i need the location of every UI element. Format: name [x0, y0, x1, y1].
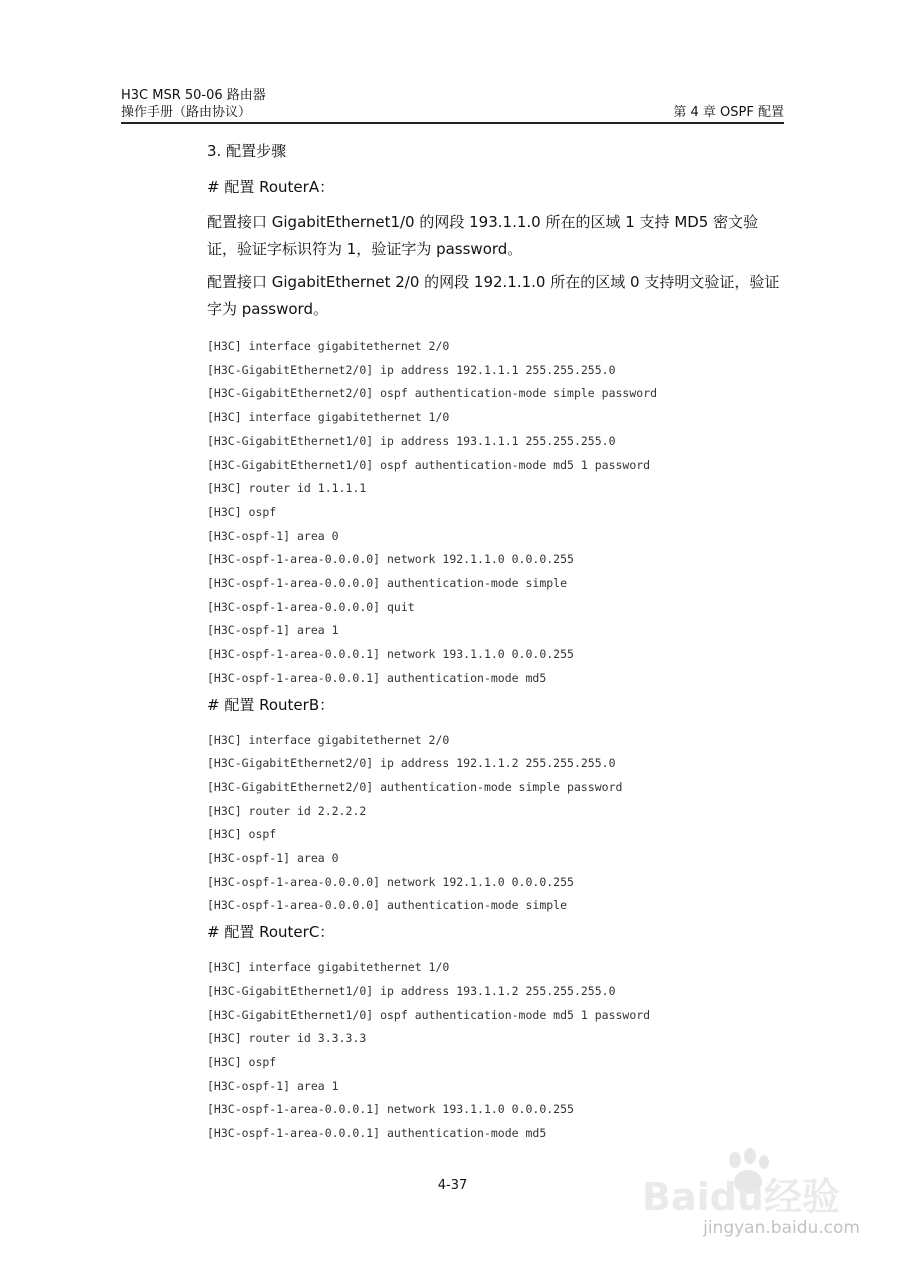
- header-chapter: 第 4 章 OSPF 配置: [673, 105, 784, 120]
- code-line: [H3C-ospf-1-area-0.0.0.0] quit: [207, 599, 415, 614]
- code-line: [H3C] interface gigabitethernet 1/0: [207, 960, 450, 975]
- code-line: [H3C-GigabitEthernet1/0] ip address 193.1.1.2 255.255.255.0: [207, 983, 616, 998]
- code-line: [H3C-GigabitEthernet2/0] authentication-mode simple password: [207, 779, 623, 794]
- code-line: [H3C-ospf-1-area-0.0.0.0] authentication-mode simple: [207, 898, 568, 913]
- code-line: [H3C-ospf-1-area-0.0.0.1] network 193.1.1.0 0.0.0.255: [207, 1102, 574, 1117]
- page-body: [207, 141, 787, 1150]
- step-routerC-label: # 配置 RouterC：: [207, 923, 335, 942]
- code-line: [H3C] router id 1.1.1.1: [207, 481, 367, 496]
- code-block-routerA: [207, 335, 787, 691]
- routerA-paragraph-1: 配置接口 GigabitEthernet1/0 的网段 193.1.1.0 所在的区域 1 支持 MD5 密文验证，验证字标识符为 1，验证字为 password。: [207, 213, 759, 258]
- code-line: [H3C-ospf-1] area 1: [207, 623, 339, 638]
- code-line: [H3C] router id 3.3.3.3: [207, 1031, 367, 1046]
- running-header-left: [121, 87, 266, 121]
- code-line: [H3C-ospf-1-area-0.0.0.1] authentication-mode md5: [207, 1126, 547, 1141]
- code-block-routerC: [207, 956, 787, 1146]
- code-line: [H3C] ospf: [207, 827, 277, 842]
- code-line: [H3C] interface gigabitethernet 2/0: [207, 339, 450, 353]
- code-line: [H3C] interface gigabitethernet 2/0: [207, 732, 450, 747]
- routerA-paragraph-2: 配置接口 GigabitEthernet 2/0 的网段 192.1.1.0 所在的区域 0 支持明文验证，验证字为 password。: [207, 273, 780, 318]
- watermark-url: jingyan.baidu.com: [703, 1218, 860, 1238]
- section-title: 3. 配置步骤: [207, 142, 287, 160]
- watermark-logo-text: Baidu经验: [642, 1175, 840, 1219]
- code-line: [H3C] ospf: [207, 1054, 277, 1069]
- code-line: [H3C-GigabitEthernet2/0] ip address 192.1.1.2 255.255.255.0: [207, 756, 616, 771]
- code-line: [H3C-GigabitEthernet1/0] ip address 193.1.1.1 255.255.255.0: [207, 433, 616, 448]
- code-line: [H3C-ospf-1] area 0: [207, 528, 339, 543]
- code-line: [H3C-ospf-1-area-0.0.0.0] network 192.1.1.0 0.0.0.255: [207, 552, 574, 567]
- code-line: [H3C-GigabitEthernet1/0] ospf authentication-mode md5 1 password: [207, 457, 651, 472]
- code-line: [H3C-GigabitEthernet1/0] ospf authentication-mode md5 1 password: [207, 1007, 651, 1022]
- step-routerB-label: # 配置 RouterB：: [207, 695, 335, 714]
- code-line: [H3C-GigabitEthernet2/0] ospf authentication-mode simple password: [207, 386, 658, 401]
- header-rule: [121, 122, 784, 124]
- code-line: [H3C-ospf-1] area 0: [207, 851, 339, 866]
- step-routerA-label: # 配置 RouterA：: [207, 178, 335, 196]
- code-line: [H3C-ospf-1] area 1: [207, 1078, 339, 1093]
- page-number: 4-37: [437, 1178, 468, 1193]
- code-line: [H3C] ospf: [207, 504, 277, 519]
- code-line: [H3C-ospf-1-area-0.0.0.1] network 193.1.1.0 0.0.0.255: [207, 647, 574, 662]
- code-line: [H3C] router id 2.2.2.2: [207, 803, 367, 818]
- code-line: [H3C-GigabitEthernet2/0] ip address 192.1.1.1 255.255.255.0: [207, 362, 616, 377]
- code-line: [H3C-ospf-1-area-0.0.0.0] network 192.1.1.0 0.0.0.255: [207, 874, 574, 889]
- code-line: [H3C] interface gigabitethernet 1/0: [207, 410, 450, 425]
- header-product: H3C MSR 50-06 路由器: [121, 88, 266, 103]
- header-manual: 操作手册（路由协议）: [121, 105, 252, 120]
- code-block-routerB: [207, 729, 787, 919]
- code-line: [H3C-ospf-1-area-0.0.0.1] authentication-mode md5: [207, 670, 547, 685]
- code-line: [H3C-ospf-1-area-0.0.0.0] authentication-mode simple: [207, 576, 568, 591]
